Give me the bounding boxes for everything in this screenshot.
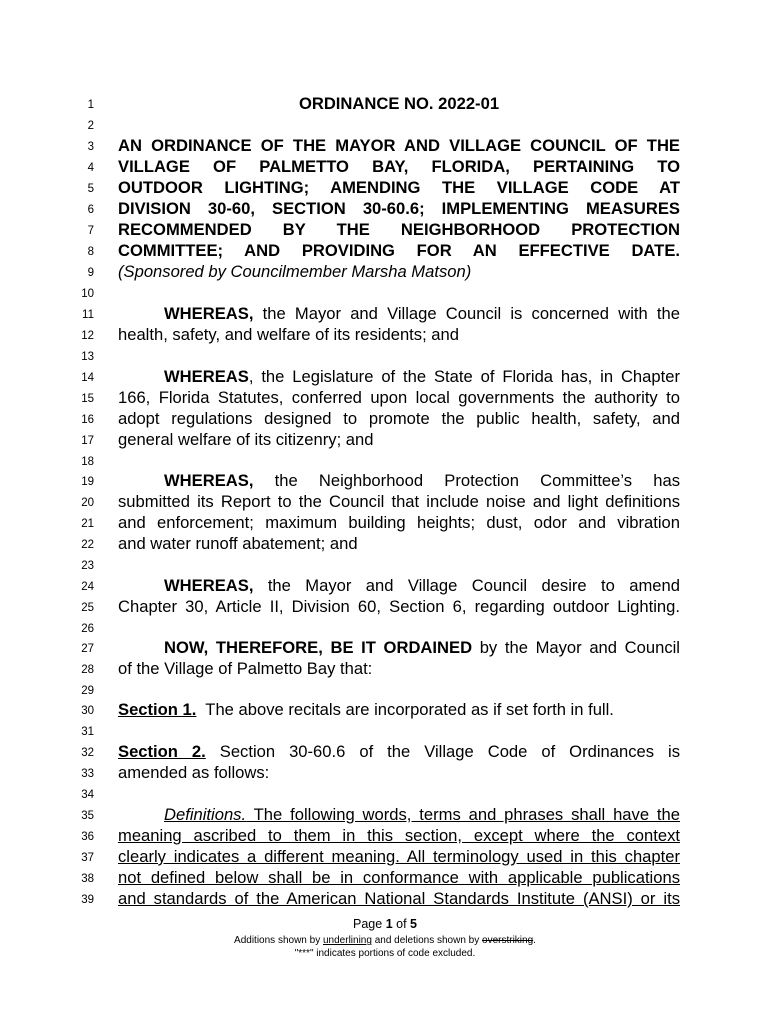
note-underlining: underlining (323, 935, 372, 946)
recital-3-line: submitted its Report to the Council that include noise and light definitions (118, 492, 680, 511)
line-number: 31 (81, 726, 94, 738)
recital-2-line: adopt regulations designed to promote the public health, safety, and (118, 409, 680, 428)
line-number: 5 (87, 183, 94, 195)
line-number: 29 (81, 685, 94, 697)
section-2-label: Section 2. (118, 742, 206, 761)
recital-2-line (118, 366, 680, 387)
definitions-text: The following words, terms and phrases shall have the (246, 805, 680, 824)
whereas-label: WHEREAS (164, 367, 249, 386)
caption-line: OUTDOOR LIGHTING; AMENDING THE VILLAGE CODE AT (118, 178, 680, 197)
note-text: . (533, 935, 536, 946)
whereas-label: WHEREAS, (164, 471, 254, 490)
section-2-line: amended as follows: (118, 763, 270, 782)
page-prefix: Page (353, 917, 386, 931)
line-number: 9 (87, 267, 94, 279)
ordained-line (118, 637, 680, 658)
line-number: 22 (81, 539, 94, 551)
line-number: 24 (81, 581, 94, 593)
whereas-label: WHEREAS, (164, 576, 254, 595)
recital-text: , the Legislature of the State of Florida has, in Chapter (248, 367, 680, 386)
definitions-line (118, 804, 680, 825)
line-number: 12 (81, 330, 94, 342)
line-number: 35 (81, 810, 94, 822)
line-number: 14 (81, 372, 94, 384)
line-number: 21 (81, 518, 94, 530)
recital-4-line (118, 575, 680, 596)
recital-2-line: 166, Florida Statutes, conferred upon local governments the authority to (118, 388, 680, 407)
note-text: Additions shown by (234, 935, 323, 946)
recital-text: the Mayor and Village Council desire to amend (253, 576, 680, 595)
recital-1-line (118, 303, 680, 324)
line-number: 27 (81, 643, 94, 655)
page-of: of (392, 917, 411, 931)
caption-line: VILLAGE OF PALMETTO BAY, FLORIDA, PERTAINING TO (118, 157, 680, 176)
footer-note (0, 934, 770, 948)
caption-line: AN ORDINANCE OF THE MAYOR AND VILLAGE COUNCIL OF THE (118, 136, 680, 155)
line-number: 16 (81, 414, 94, 426)
footer-note-2: "***" indicates portions of code excluded. (294, 948, 476, 959)
line-number: 10 (81, 288, 94, 300)
recital-3-line: and water runoff abatement; and (118, 534, 358, 553)
line-number: 25 (81, 602, 94, 614)
recital-2-line: general welfare of its citizenry; and (118, 430, 374, 449)
recital-3-line (118, 470, 680, 491)
line-number: 34 (81, 789, 94, 801)
sponsor-line: (Sponsored by Councilmember Marsha Matson) (118, 262, 472, 281)
definitions-term: Definitions. (164, 805, 247, 824)
section-1-label: Section 1. (118, 700, 197, 719)
line-number: 15 (81, 393, 94, 405)
line-number: 2 (87, 120, 94, 132)
ordained-text: by the Mayor and Council (472, 638, 680, 657)
recital-text: the Mayor and Village Council is concerned with the (253, 304, 680, 323)
page-footer (0, 916, 770, 932)
line-number: 23 (81, 560, 94, 572)
caption-line: COMMITTEE; AND PROVIDING FOR AN EFFECTIVE DATE. (118, 241, 680, 260)
line-number: 8 (87, 246, 94, 258)
caption-line: DIVISION 30-60, SECTION 30-60.6; IMPLEMENTING MEASURES (118, 199, 680, 218)
ordained-label: NOW, THEREFORE, BE IT ORDAINED (164, 638, 473, 657)
line-number: 7 (87, 225, 94, 237)
line-number: 4 (87, 162, 94, 174)
line-number: 33 (81, 768, 94, 780)
definitions-line: not defined below shall be in conformance with applicable publications (118, 868, 680, 887)
line-number: 17 (81, 435, 94, 447)
line-number: 18 (81, 456, 94, 468)
recital-1-line: health, safety, and welfare of its residents; and (118, 325, 459, 344)
line-number: 6 (87, 204, 94, 216)
line-number: 11 (82, 309, 94, 321)
page-total: 5 (410, 917, 417, 931)
section-1 (118, 699, 680, 720)
section-2-text: Section 30-60.6 of the Village Code of Ordinances is (205, 742, 681, 761)
line-number: 3 (87, 141, 94, 153)
caption-line: RECOMMENDED BY THE NEIGHBORHOOD PROTECTION (118, 220, 680, 239)
recital-4-line: Chapter 30, Article II, Division 60, Section 6, regarding outdoor Lighting. (118, 597, 680, 616)
note-text: and deletions shown by (371, 935, 483, 946)
definitions-line: clearly indicates a different meaning. All terminology used in this chapter (118, 847, 680, 866)
page-number: 1 (385, 917, 393, 931)
line-number: 32 (81, 747, 94, 759)
line-number: 19 (81, 476, 94, 488)
line-number: 26 (81, 623, 94, 635)
ordained-line: of the Village of Palmetto Bay that: (118, 659, 373, 678)
definitions-line: and standards of the American National Standards Institute (ANSI) or its (118, 889, 680, 908)
recital-text: the Neighborhood Protection Committee’s has (253, 471, 680, 490)
line-number: 37 (81, 852, 94, 864)
line-number: 36 (81, 831, 94, 843)
line-number: 20 (81, 497, 94, 509)
line-number: 1 (87, 99, 94, 111)
section-1-text: The above recitals are incorporated as if set forth in full. (196, 700, 614, 719)
whereas-label: WHEREAS, (164, 304, 254, 323)
ordinance-title: ORDINANCE NO. 2022-01 (298, 94, 500, 113)
line-number: 39 (81, 894, 94, 906)
line-number: 38 (81, 873, 94, 885)
definitions-line: meaning ascribed to them in this section, except where the context (118, 826, 680, 845)
line-number: 13 (81, 351, 94, 363)
note-overstriking: overstriking (482, 935, 534, 946)
recital-3-line: and enforcement; maximum building heights; dust, odor and vibration (118, 513, 680, 532)
line-number: 28 (81, 664, 94, 676)
section-2 (118, 741, 680, 762)
line-number: 30 (81, 705, 94, 717)
